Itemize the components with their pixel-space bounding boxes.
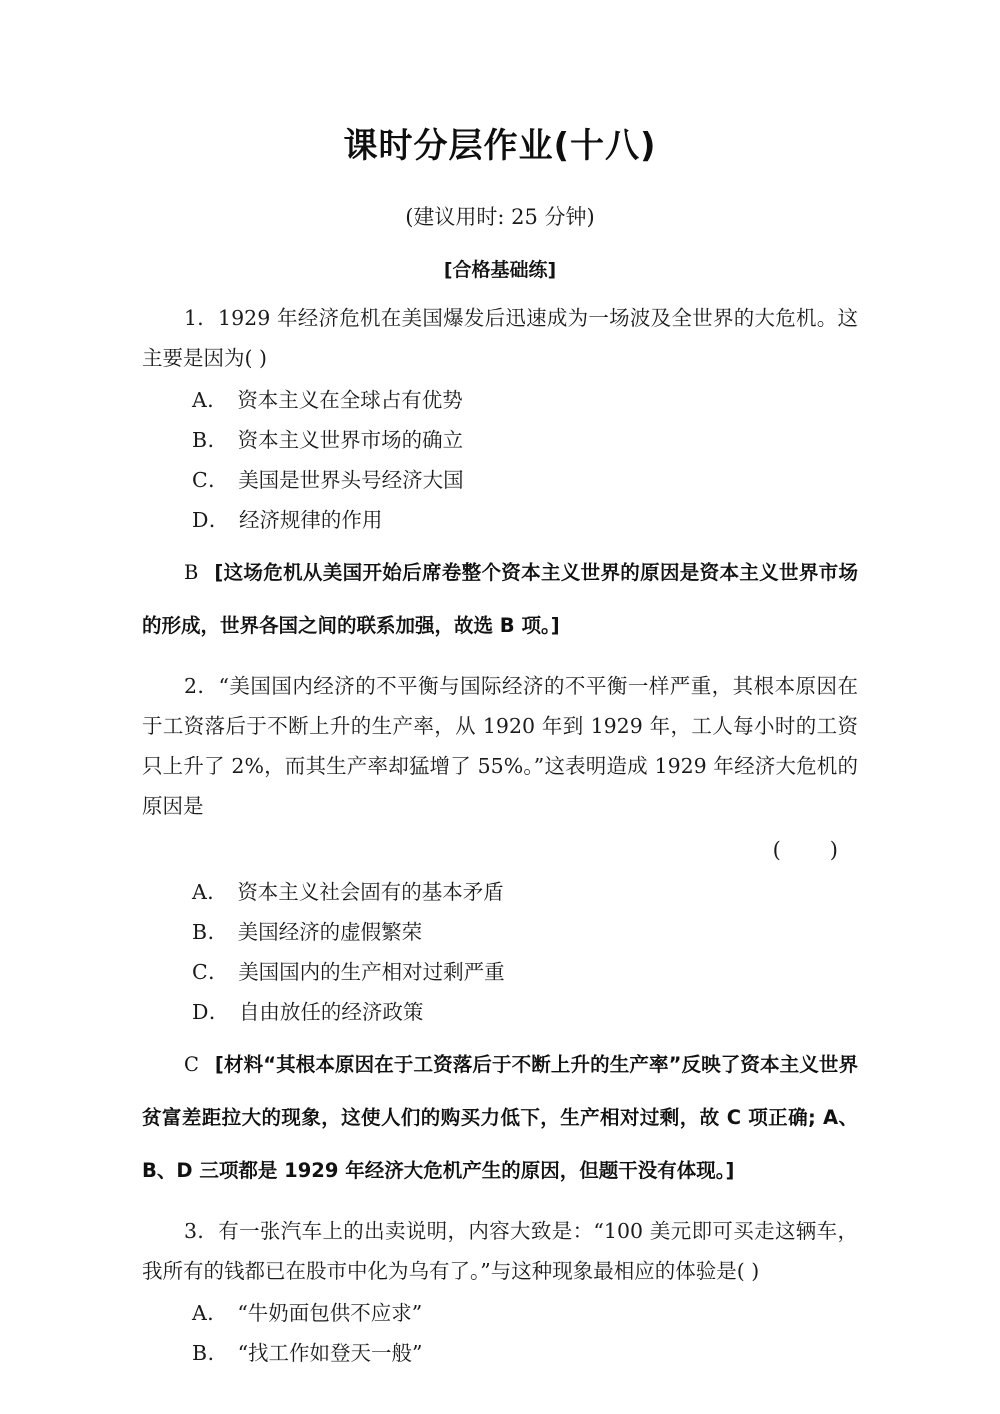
option-list [142, 380, 858, 540]
option-text: 经济规律的作用 [238, 508, 383, 532]
question-stem: 3．有一张汽车上的出卖说明，内容大致是：“100 美元即可买走这辆车，我所有的钱都已在股市中化为乌有了。”与这种现象最相应的体验是( ) [142, 1219, 858, 1283]
suggested-time-note: (建议用时: 25 分钟) [405, 205, 595, 229]
section-header: [合格基础练] [443, 259, 557, 281]
answer-key: C [184, 1053, 199, 1076]
option-row[interactable] [142, 952, 858, 992]
answer-key: B [184, 561, 199, 584]
option-letter: C． [192, 960, 230, 984]
option-list [142, 1293, 858, 1373]
question-stem: 2．“美国国内经济的不平衡与国际经济的不平衡一样严重，其根本原因在于工资落后于不断上升的生产率，从 1920 年到 1929 年，工人每小时的工资只上升了 2%，而其生产率却猛增了 55%。”这表明造成 1929 年经济大危机的原因是 [142, 674, 858, 818]
option-text: “找工作如登天一般” [237, 1341, 423, 1365]
question-item [142, 298, 858, 652]
option-list [142, 872, 858, 1032]
option-letter: B． [192, 920, 229, 944]
explanation-text: [材料“其根本原因在于工资落后于不断上升的生产率”反映了资本主义世界贫富差距拉大的现象，这使人们的购买力低下，生产相对过剩，故 C 项正确; A、B、D 三项都是 1929 年经济大危机产生的原因，但题干没有体现。] [142, 1053, 858, 1182]
spacer [142, 658, 858, 666]
option-letter: D． [192, 1000, 230, 1024]
option-row[interactable] [142, 1293, 858, 1333]
option-row[interactable] [142, 380, 858, 420]
option-row[interactable] [142, 872, 858, 912]
option-text: 资本主义在全球占有优势 [237, 388, 463, 412]
answer-bracket[interactable]: ( ) [772, 838, 852, 862]
option-row[interactable] [142, 992, 858, 1032]
option-text: 美国国内的生产相对过剩严重 [238, 960, 505, 984]
explanation-text: [这场危机从美国开始后席卷整个资本主义世界的原因是资本主义世界市场的形成，世界各国之间的联系加强，故选 B 项。] [142, 561, 858, 637]
option-text: 美国是世界头号经济大国 [238, 468, 464, 492]
option-text: 资本主义社会固有的基本矛盾 [237, 880, 504, 904]
option-letter: A． [192, 1301, 229, 1325]
option-row[interactable] [142, 460, 858, 500]
answer-explanation [142, 1038, 858, 1197]
option-text: “牛奶面包供不应求” [237, 1301, 423, 1325]
question-item [142, 1211, 858, 1373]
option-letter: A． [192, 880, 229, 904]
option-text: 资本主义世界市场的确立 [237, 428, 464, 452]
option-row[interactable] [142, 500, 858, 540]
option-letter: A． [192, 388, 229, 412]
answer-explanation [142, 546, 858, 652]
option-text: 美国经济的虚假繁荣 [237, 920, 423, 944]
page-title: 课时分层作业(十八) [343, 126, 657, 166]
option-letter: B． [192, 1341, 229, 1365]
option-letter: D． [192, 508, 230, 532]
option-letter: B． [192, 428, 229, 452]
option-letter: C． [192, 468, 230, 492]
option-text: 自由放任的经济政策 [238, 1000, 424, 1024]
option-row[interactable] [142, 1333, 858, 1373]
question-stem: 1．1929 年经济危机在美国爆发后迅速成为一场波及全世界的大危机。这主要是因为( ) [142, 306, 858, 370]
question-item [142, 666, 858, 1197]
option-row[interactable] [142, 420, 858, 460]
question-list [142, 282, 858, 1373]
spacer [142, 1203, 858, 1211]
option-row[interactable] [142, 912, 858, 952]
